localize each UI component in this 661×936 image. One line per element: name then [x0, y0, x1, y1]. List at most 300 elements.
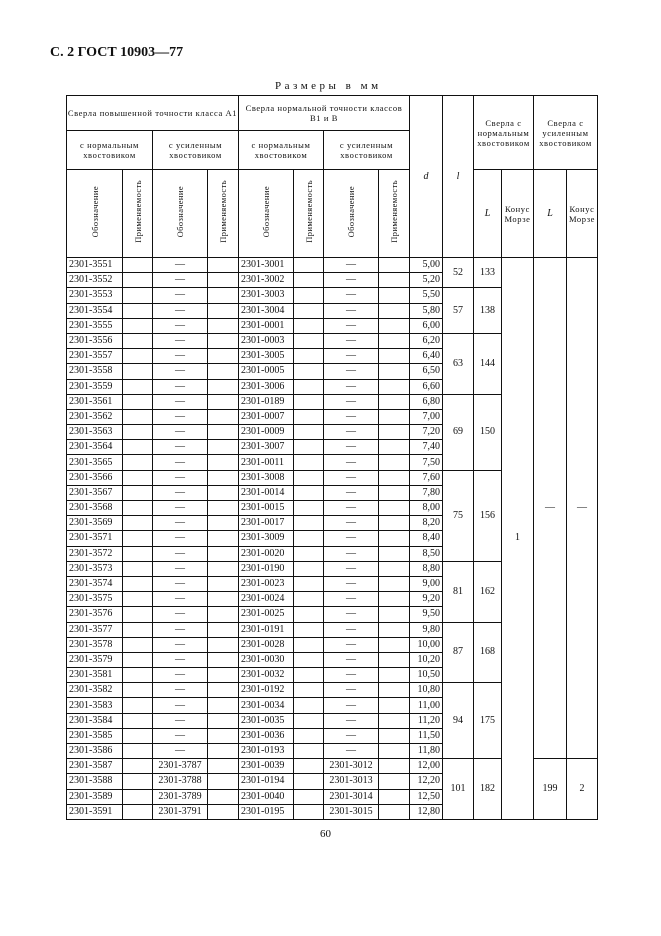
- b-normal-applicability: [294, 333, 324, 348]
- a-reinforced-designation: —: [153, 637, 208, 652]
- b-normal-designation: 2301-0191: [239, 622, 294, 637]
- a-reinforced-applicability: [208, 273, 239, 288]
- a-reinforced-applicability: [208, 546, 239, 561]
- b-reinforced-designation: —: [324, 273, 379, 288]
- b-reinforced-applicability: [379, 622, 410, 637]
- b-normal-applicability: [294, 668, 324, 683]
- a-normal-applicability: [123, 409, 153, 424]
- b-reinforced-designation: —: [324, 394, 379, 409]
- a-normal-designation: 2301-3568: [67, 501, 123, 516]
- length-L-value: 168: [474, 622, 502, 683]
- b-reinforced-applicability: [379, 607, 410, 622]
- b-normal-designation: 2301-0007: [239, 409, 294, 424]
- a-reinforced-designation: —: [153, 318, 208, 333]
- b-reinforced-applicability: [379, 394, 410, 409]
- a-normal-shank-header: с нормальным хвостовиком: [67, 131, 153, 170]
- reinforced-morse-value: 2: [567, 759, 598, 820]
- b-reinforced-designation: —: [324, 288, 379, 303]
- b-reinforced-applicability: [379, 349, 410, 364]
- a-normal-applicability: [123, 470, 153, 485]
- a-reinforced-designation: —: [153, 288, 208, 303]
- a-normal-designation: 2301-3554: [67, 303, 123, 318]
- applicability-label: Применяемость: [389, 180, 399, 243]
- morse-normal-value: 1: [502, 258, 534, 820]
- a-reinforced-designation: —: [153, 303, 208, 318]
- diameter-value: 11,20: [410, 713, 443, 728]
- applicability-label: Применяемость: [132, 180, 143, 243]
- a-normal-designation: 2301-3552: [67, 273, 123, 288]
- diameter-value: 9,20: [410, 592, 443, 607]
- a-reinforced-applicability: [208, 622, 239, 637]
- b-normal-designation: 2301-0190: [239, 561, 294, 576]
- a-normal-applicability: [123, 622, 153, 637]
- diameter-value: 5,20: [410, 273, 443, 288]
- length-l-value: 75: [443, 470, 474, 561]
- b-normal-applicability: [294, 273, 324, 288]
- diameter-value: 6,50: [410, 364, 443, 379]
- applicability-header: [208, 170, 239, 258]
- length-L-value: 133: [474, 258, 502, 288]
- a-reinforced-applicability: [208, 440, 239, 455]
- a-normal-designation: 2301-3576: [67, 607, 123, 622]
- table-row: [67, 258, 598, 273]
- diameter-value: 9,00: [410, 576, 443, 591]
- length-L-value: 144: [474, 333, 502, 394]
- a-normal-applicability: [123, 394, 153, 409]
- designation-label: Обозначение: [175, 185, 185, 238]
- b-normal-designation: 2301-0023: [239, 576, 294, 591]
- b-reinforced-applicability: [379, 561, 410, 576]
- b-normal-designation: 2301-0189: [239, 394, 294, 409]
- b-normal-applicability: [294, 804, 324, 819]
- length-L-value: 156: [474, 470, 502, 561]
- diameter-value: 8,20: [410, 516, 443, 531]
- length-l-value: 101: [443, 759, 474, 820]
- b-reinforced-applicability: [379, 698, 410, 713]
- length-L-value: 175: [474, 683, 502, 759]
- a-normal-applicability: [123, 698, 153, 713]
- a-normal-applicability: [123, 455, 153, 470]
- b-normal-applicability: [294, 425, 324, 440]
- length-l-value: 94: [443, 683, 474, 759]
- b-reinforced-designation: —: [324, 576, 379, 591]
- b-reinforced-designation: —: [324, 501, 379, 516]
- a-normal-designation: 2301-3586: [67, 744, 123, 759]
- a-normal-applicability: [123, 485, 153, 500]
- a-reinforced-designation: —: [153, 683, 208, 698]
- a-normal-applicability: [123, 273, 153, 288]
- a-reinforced-designation: —: [153, 379, 208, 394]
- a-reinforced-applicability: [208, 531, 239, 546]
- a-reinforced-applicability: [208, 804, 239, 819]
- a-reinforced-designation: —: [153, 728, 208, 743]
- b-reinforced-applicability: [379, 409, 410, 424]
- a-reinforced-applicability: [208, 394, 239, 409]
- a-reinforced-designation: —: [153, 622, 208, 637]
- a-reinforced-applicability: [208, 409, 239, 424]
- b-reinforced-designation: —: [324, 470, 379, 485]
- designation-label: Обозначение: [89, 185, 100, 238]
- a-reinforced-applicability: [208, 668, 239, 683]
- a-normal-designation: 2301-3561: [67, 394, 123, 409]
- b-reinforced-applicability: [379, 713, 410, 728]
- a-reinforced-applicability: [208, 592, 239, 607]
- b-normal-applicability: [294, 607, 324, 622]
- col-L-header: L: [474, 170, 502, 258]
- a-normal-designation: 2301-3574: [67, 576, 123, 591]
- b-reinforced-applicability: [379, 364, 410, 379]
- table-body: [67, 258, 598, 820]
- length-L-value: 182: [474, 759, 502, 820]
- a-reinforced-designation: —: [153, 394, 208, 409]
- b-normal-designation: 2301-0034: [239, 698, 294, 713]
- b-reinforced-designation: —: [324, 713, 379, 728]
- b-reinforced-designation: —: [324, 728, 379, 743]
- b-normal-designation: 2301-0001: [239, 318, 294, 333]
- a-normal-applicability: [123, 546, 153, 561]
- a-normal-applicability: [123, 258, 153, 273]
- diameter-value: 7,40: [410, 440, 443, 455]
- a-normal-designation: 2301-3556: [67, 333, 123, 348]
- diameter-value: 9,50: [410, 607, 443, 622]
- applicability-header: [379, 170, 410, 258]
- designation-header: [153, 170, 208, 258]
- b-reinforced-designation: 2301-3014: [324, 789, 379, 804]
- b-normal-applicability: [294, 774, 324, 789]
- a-reinforced-applicability: [208, 789, 239, 804]
- b-reinforced-designation: —: [324, 318, 379, 333]
- b-normal-applicability: [294, 789, 324, 804]
- b-normal-designation: 2301-0035: [239, 713, 294, 728]
- b-reinforced-applicability: [379, 303, 410, 318]
- a-reinforced-designation: —: [153, 744, 208, 759]
- b-reinforced-designation: —: [324, 425, 379, 440]
- b-reinforced-applicability: [379, 576, 410, 591]
- col-morse2-header: Конус Морзе: [567, 170, 598, 258]
- applicability-label: Применяемость: [303, 180, 314, 243]
- a-normal-applicability: [123, 303, 153, 318]
- a-reinforced-applicability: [208, 744, 239, 759]
- b-normal-designation: 2301-0032: [239, 668, 294, 683]
- b-reinforced-designation: —: [324, 364, 379, 379]
- a-normal-designation: 2301-3553: [67, 288, 123, 303]
- diameter-value: 12,50: [410, 789, 443, 804]
- b-reinforced-applicability: [379, 789, 410, 804]
- a-normal-designation: 2301-3569: [67, 516, 123, 531]
- applicability-label: Применяемость: [218, 180, 228, 243]
- a-normal-applicability: [123, 516, 153, 531]
- diameter-value: 7,60: [410, 470, 443, 485]
- b-reinforced-applicability: [379, 288, 410, 303]
- a-normal-applicability: [123, 744, 153, 759]
- b-reinforced-applicability: [379, 470, 410, 485]
- b-reinforced-applicability: [379, 759, 410, 774]
- b-reinforced-designation: 2301-3012: [324, 759, 379, 774]
- a-reinforced-applicability: [208, 713, 239, 728]
- b-normal-applicability: [294, 728, 324, 743]
- a-normal-designation: 2301-3559: [67, 379, 123, 394]
- b-normal-applicability: [294, 683, 324, 698]
- b-reinforced-designation: —: [324, 683, 379, 698]
- diameter-value: 6,20: [410, 333, 443, 348]
- b-normal-designation: 2301-0017: [239, 516, 294, 531]
- a-reinforced-designation: —: [153, 273, 208, 288]
- b-reinforced-applicability: [379, 258, 410, 273]
- a-reinforced-applicability: [208, 318, 239, 333]
- b-reinforced-designation: 2301-3015: [324, 804, 379, 819]
- b-normal-designation: 2301-0194: [239, 774, 294, 789]
- b-reinforced-applicability: [379, 440, 410, 455]
- a-normal-applicability: [123, 318, 153, 333]
- a-reinforced-designation: 2301-3787: [153, 759, 208, 774]
- b-reinforced-applicability: [379, 333, 410, 348]
- b-normal-designation: 2301-0193: [239, 744, 294, 759]
- b-reinforced-applicability: [379, 485, 410, 500]
- a-reinforced-designation: —: [153, 607, 208, 622]
- b-normal-applicability: [294, 258, 324, 273]
- b-normal-applicability: [294, 637, 324, 652]
- length-l-value: 52: [443, 258, 474, 288]
- a-reinforced-applicability: [208, 607, 239, 622]
- b-reinforced-applicability: [379, 379, 410, 394]
- diameter-value: 10,20: [410, 652, 443, 667]
- length-l-value: 81: [443, 561, 474, 622]
- a-reinforced-designation: —: [153, 455, 208, 470]
- b-normal-designation: 2301-0005: [239, 364, 294, 379]
- designation-header: [67, 170, 123, 258]
- a-reinforced-applicability: [208, 576, 239, 591]
- b-normal-designation: 2301-0028: [239, 637, 294, 652]
- group-b-header: Сверла нормальной точности классов В1 и В: [239, 96, 410, 131]
- b-normal-applicability: [294, 744, 324, 759]
- diameter-value: 6,00: [410, 318, 443, 333]
- b-reinforced-designation: —: [324, 744, 379, 759]
- a-reinforced-applicability: [208, 637, 239, 652]
- b-reinforced-applicability: [379, 774, 410, 789]
- a-reinforced-designation: —: [153, 592, 208, 607]
- a-reinforced-applicability: [208, 683, 239, 698]
- b-normal-applicability: [294, 349, 324, 364]
- a-normal-applicability: [123, 440, 153, 455]
- a-reinforced-applicability: [208, 258, 239, 273]
- b-normal-applicability: [294, 409, 324, 424]
- a-normal-applicability: [123, 349, 153, 364]
- b-normal-designation: 2301-3001: [239, 258, 294, 273]
- b-normal-applicability: [294, 440, 324, 455]
- b-reinforced-applicability: [379, 592, 410, 607]
- a-normal-applicability: [123, 561, 153, 576]
- reinforced-morse-dash: —: [567, 258, 598, 759]
- a-reinforced-shank-header: с усиленным хвостовиком: [153, 131, 239, 170]
- a-reinforced-designation: —: [153, 546, 208, 561]
- b-reinforced-designation: —: [324, 333, 379, 348]
- units-caption: Размеры в мм: [275, 80, 382, 92]
- diameter-value: 8,50: [410, 546, 443, 561]
- a-normal-designation: 2301-3589: [67, 789, 123, 804]
- a-reinforced-designation: —: [153, 531, 208, 546]
- col-l-header: l: [443, 96, 474, 258]
- a-reinforced-designation: —: [153, 349, 208, 364]
- a-normal-designation: 2301-3579: [67, 652, 123, 667]
- b-reinforced-designation: —: [324, 607, 379, 622]
- b-reinforced-designation: —: [324, 668, 379, 683]
- b-normal-applicability: [294, 698, 324, 713]
- a-reinforced-applicability: [208, 561, 239, 576]
- a-normal-designation: 2301-3562: [67, 409, 123, 424]
- length-L-value: 150: [474, 394, 502, 470]
- a-reinforced-applicability: [208, 288, 239, 303]
- b-reinforced-applicability: [379, 652, 410, 667]
- b-reinforced-designation: —: [324, 258, 379, 273]
- a-normal-designation: 2301-3582: [67, 683, 123, 698]
- b-reinforced-designation: —: [324, 349, 379, 364]
- b-reinforced-applicability: [379, 318, 410, 333]
- designation-header: [239, 170, 294, 258]
- b-normal-designation: 2301-3003: [239, 288, 294, 303]
- b-normal-applicability: [294, 576, 324, 591]
- a-reinforced-designation: —: [153, 501, 208, 516]
- b-normal-designation: 2301-3002: [239, 273, 294, 288]
- a-normal-applicability: [123, 425, 153, 440]
- a-reinforced-designation: —: [153, 485, 208, 500]
- b-reinforced-designation: —: [324, 698, 379, 713]
- a-normal-designation: 2301-3583: [67, 698, 123, 713]
- a-normal-applicability: [123, 576, 153, 591]
- a-normal-applicability: [123, 531, 153, 546]
- a-normal-applicability: [123, 774, 153, 789]
- page-number: 60: [320, 828, 331, 840]
- b-reinforced-designation: —: [324, 561, 379, 576]
- b-normal-applicability: [294, 364, 324, 379]
- a-normal-designation: 2301-3563: [67, 425, 123, 440]
- diameter-value: 9,80: [410, 622, 443, 637]
- a-normal-applicability: [123, 713, 153, 728]
- diameter-value: 7,50: [410, 455, 443, 470]
- b-normal-designation: 2301-0192: [239, 683, 294, 698]
- a-normal-designation: 2301-3565: [67, 455, 123, 470]
- diameter-value: 7,20: [410, 425, 443, 440]
- page-header: С. 2 ГОСТ 10903—77: [50, 45, 184, 60]
- b-normal-designation: 2301-3009: [239, 531, 294, 546]
- b-normal-applicability: [294, 288, 324, 303]
- a-reinforced-designation: —: [153, 364, 208, 379]
- b-normal-designation: 2301-0009: [239, 425, 294, 440]
- a-normal-applicability: [123, 652, 153, 667]
- b-reinforced-designation: —: [324, 455, 379, 470]
- a-normal-designation: 2301-3567: [67, 485, 123, 500]
- diameter-value: 11,80: [410, 744, 443, 759]
- a-reinforced-applicability: [208, 303, 239, 318]
- b-reinforced-applicability: [379, 637, 410, 652]
- b-normal-applicability: [294, 546, 324, 561]
- b-reinforced-designation: —: [324, 516, 379, 531]
- a-reinforced-designation: —: [153, 333, 208, 348]
- a-reinforced-applicability: [208, 759, 239, 774]
- b-normal-designation: 2301-3005: [239, 349, 294, 364]
- a-normal-applicability: [123, 728, 153, 743]
- b-reinforced-designation: —: [324, 485, 379, 500]
- b-normal-designation: 2301-0024: [239, 592, 294, 607]
- a-normal-designation: 2301-3575: [67, 592, 123, 607]
- b-normal-designation: 2301-3004: [239, 303, 294, 318]
- b-normal-designation: 2301-3006: [239, 379, 294, 394]
- length-L-value: 138: [474, 288, 502, 334]
- a-normal-applicability: [123, 288, 153, 303]
- b-normal-designation: 2301-0014: [239, 485, 294, 500]
- b-reinforced-designation: —: [324, 440, 379, 455]
- diameter-value: 5,00: [410, 258, 443, 273]
- group-a-header: Сверла повышенной точности класса А1: [67, 96, 239, 131]
- a-reinforced-applicability: [208, 516, 239, 531]
- diameter-value: 11,50: [410, 728, 443, 743]
- b-reinforced-designation: —: [324, 592, 379, 607]
- diameter-value: 12,20: [410, 774, 443, 789]
- a-normal-designation: 2301-3588: [67, 774, 123, 789]
- a-reinforced-designation: —: [153, 440, 208, 455]
- a-normal-applicability: [123, 683, 153, 698]
- b-normal-applicability: [294, 470, 324, 485]
- a-normal-designation: 2301-3566: [67, 470, 123, 485]
- applicability-header: [123, 170, 153, 258]
- diameter-value: 6,80: [410, 394, 443, 409]
- designation-label: Обозначение: [261, 185, 271, 238]
- b-normal-applicability: [294, 516, 324, 531]
- col-d-header: d: [410, 96, 443, 258]
- b-reinforced-designation: 2301-3013: [324, 774, 379, 789]
- b-reinforced-applicability: [379, 273, 410, 288]
- b-reinforced-designation: —: [324, 303, 379, 318]
- a-reinforced-designation: —: [153, 425, 208, 440]
- a-normal-designation: 2301-3573: [67, 561, 123, 576]
- a-reinforced-designation: 2301-3791: [153, 804, 208, 819]
- b-normal-applicability: [294, 455, 324, 470]
- b-reinforced-designation: —: [324, 652, 379, 667]
- b-reinforced-applicability: [379, 744, 410, 759]
- a-reinforced-designation: —: [153, 561, 208, 576]
- a-reinforced-applicability: [208, 349, 239, 364]
- a-normal-applicability: [123, 333, 153, 348]
- a-reinforced-designation: —: [153, 516, 208, 531]
- b-normal-applicability: [294, 501, 324, 516]
- b-reinforced-applicability: [379, 683, 410, 698]
- b-reinforced-shank-header: с усиленным хвостовиком: [324, 131, 410, 170]
- b-normal-designation: 2301-0011: [239, 455, 294, 470]
- a-normal-applicability: [123, 804, 153, 819]
- a-normal-applicability: [123, 592, 153, 607]
- a-normal-designation: 2301-3584: [67, 713, 123, 728]
- b-normal-applicability: [294, 622, 324, 637]
- a-reinforced-applicability: [208, 333, 239, 348]
- diameter-value: 6,60: [410, 379, 443, 394]
- a-normal-applicability: [123, 759, 153, 774]
- b-reinforced-designation: —: [324, 379, 379, 394]
- b-reinforced-applicability: [379, 425, 410, 440]
- normal-shank-group-header: Сверла с нормальным хвостовиком: [474, 96, 534, 170]
- a-normal-designation: 2301-3591: [67, 804, 123, 819]
- col-L2-header: L: [534, 170, 567, 258]
- diameter-value: 6,40: [410, 349, 443, 364]
- b-reinforced-applicability: [379, 531, 410, 546]
- a-normal-designation: 2301-3551: [67, 258, 123, 273]
- diameter-value: 8,40: [410, 531, 443, 546]
- a-reinforced-applicability: [208, 774, 239, 789]
- b-reinforced-applicability: [379, 501, 410, 516]
- a-normal-designation: 2301-3581: [67, 668, 123, 683]
- a-normal-applicability: [123, 501, 153, 516]
- a-reinforced-applicability: [208, 501, 239, 516]
- a-normal-applicability: [123, 379, 153, 394]
- a-reinforced-designation: 2301-3789: [153, 789, 208, 804]
